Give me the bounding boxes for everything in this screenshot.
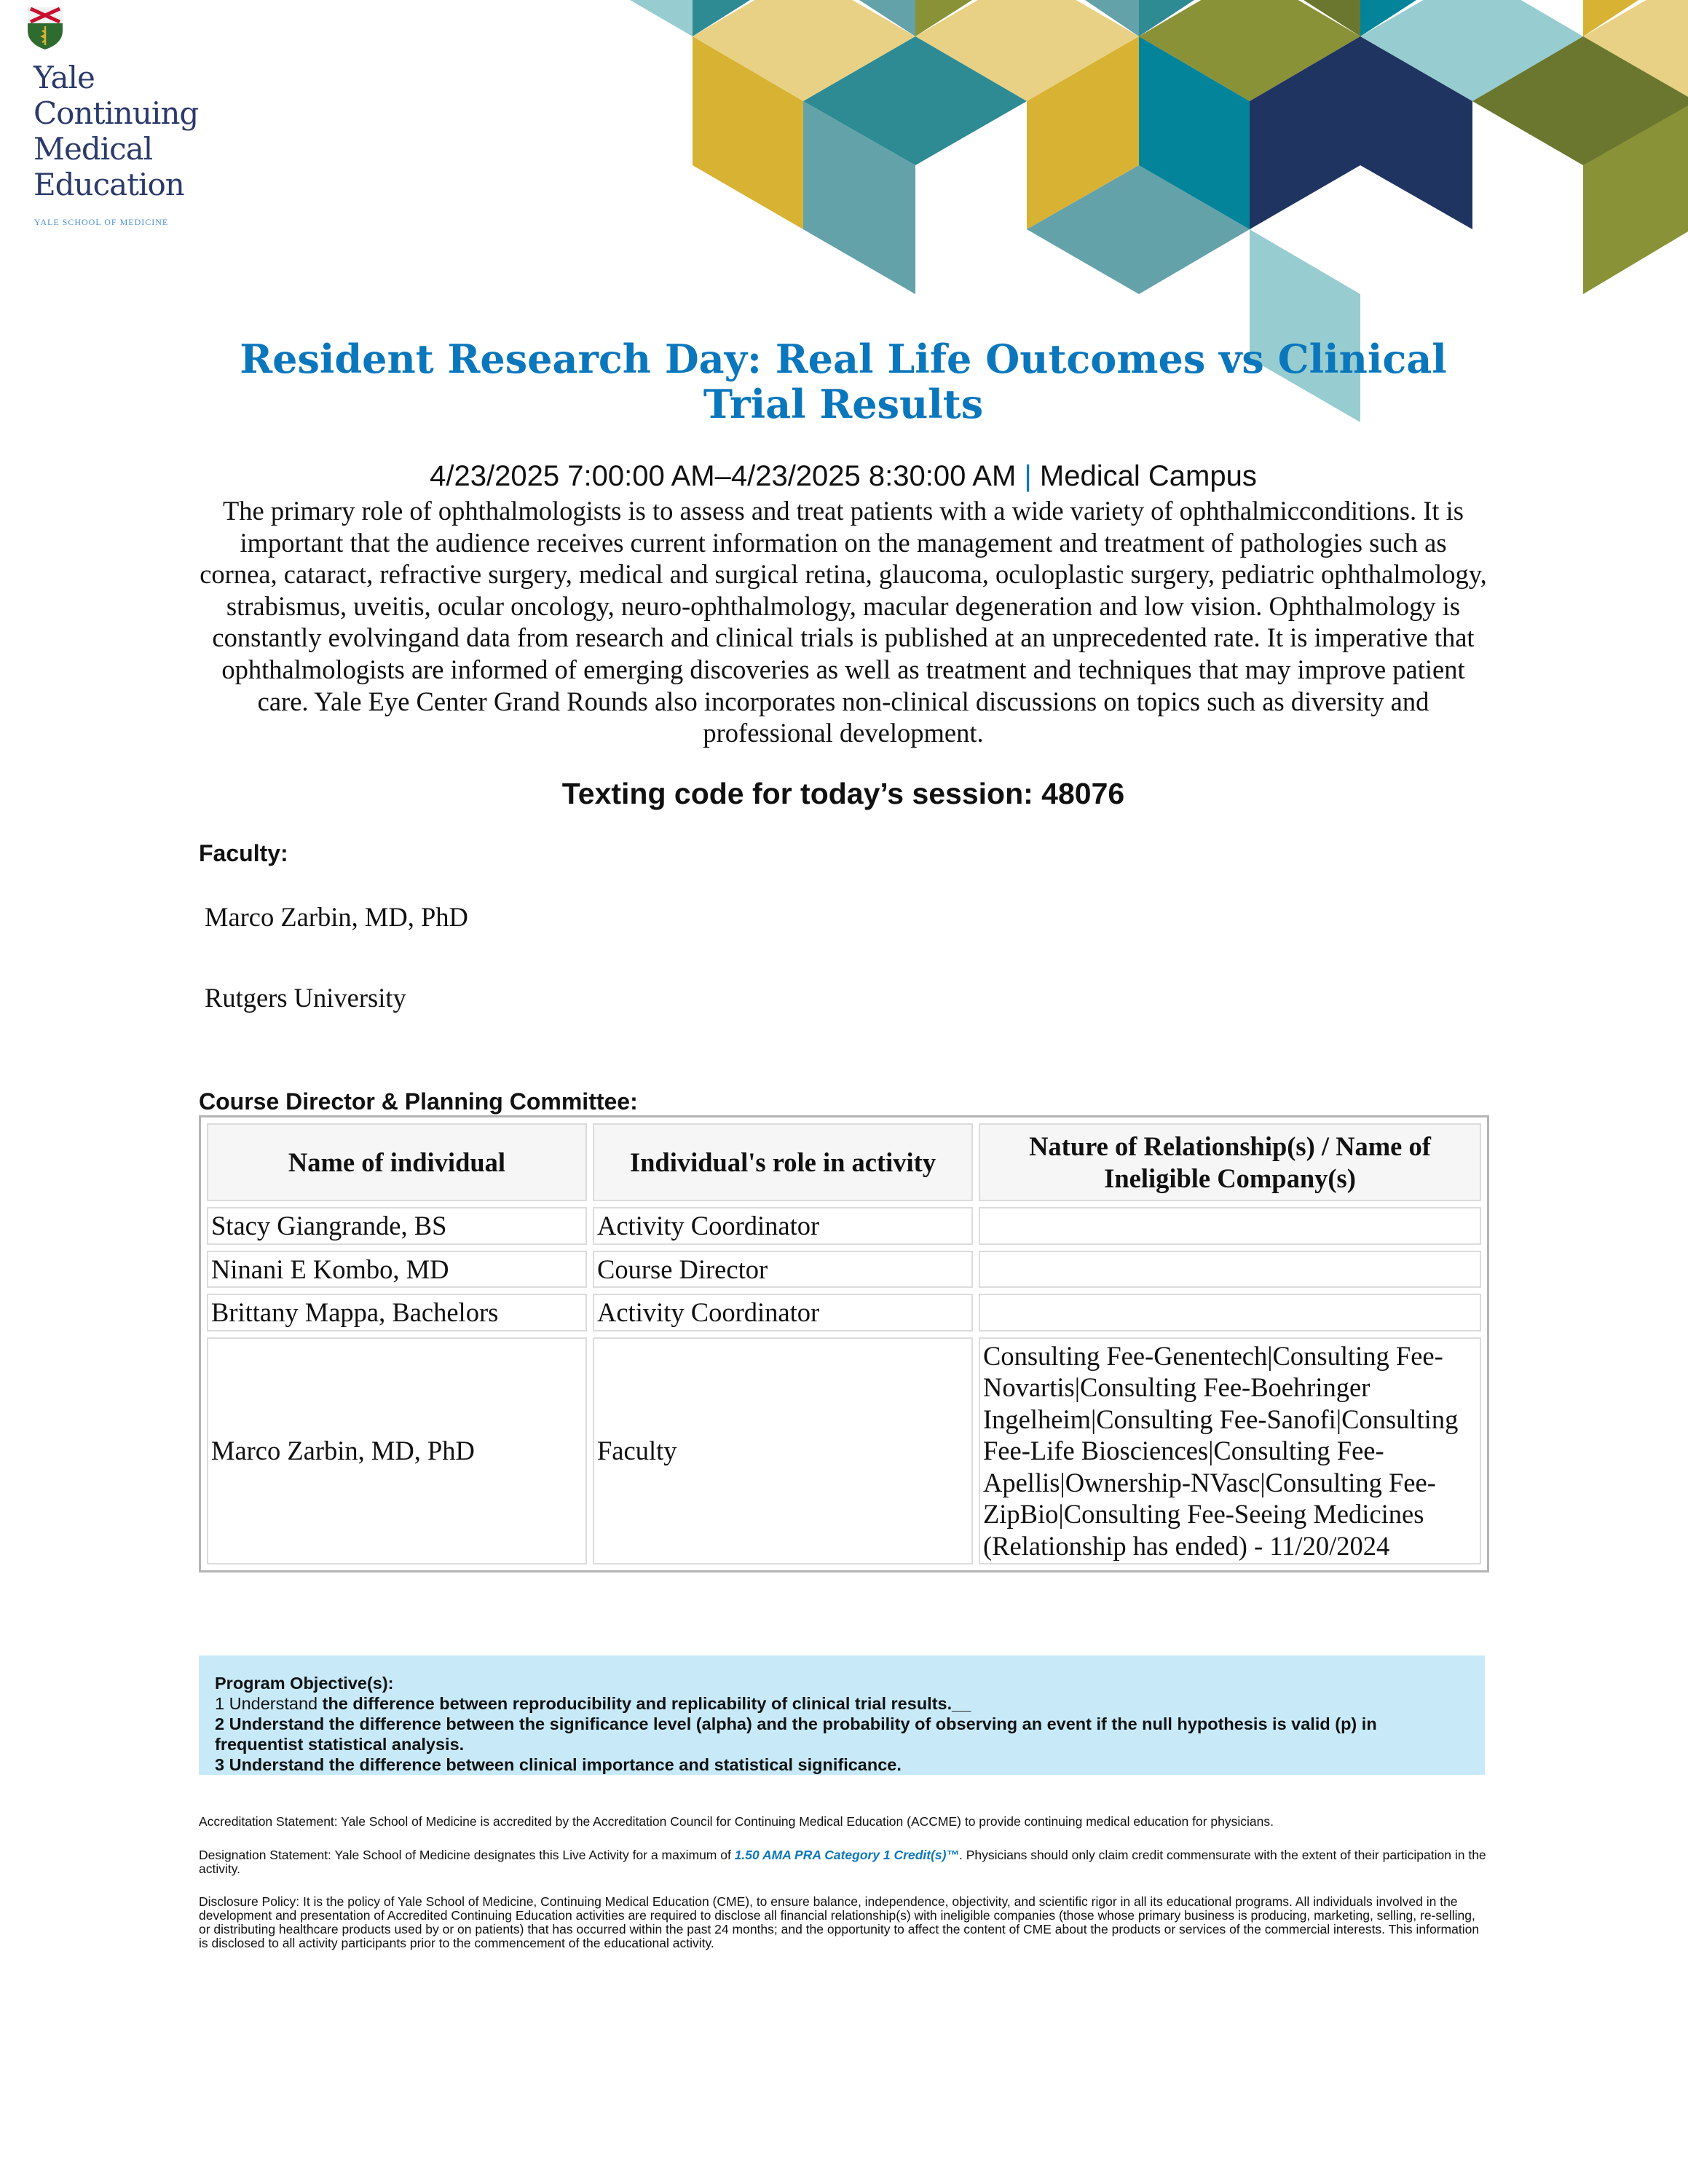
objective-item <box>215 1693 1469 1714</box>
designation-statement <box>199 1848 1489 1876</box>
program-objectives <box>199 1655 1485 1775</box>
committee-table <box>199 1115 1489 1572</box>
column-header: Name of individual <box>207 1123 587 1201</box>
faculty-label: Faculty: <box>199 840 288 866</box>
table-header-row <box>207 1123 1481 1201</box>
cell-role: Activity Coordinator <box>593 1294 973 1332</box>
cell-role: Faculty <box>593 1337 973 1565</box>
event-description: The primary role of ophthalmologists is to assess and treat patients with a wide variety of ophthalmicconditions. It is important that the audience receives current information on the management and treatment of pathologies such as cornea, cataract, refractive surgery, medical and surgical retina, glaucoma, oculoplastic surgery, pediatric ophthalmology, strabismus, uveitis, ocular oncology, neuro-ophthalmology, macular degeneration and low vision. Ophthalmology is constantly evolvingand data from research and clinical trials is published at an unprecedented rate. It is imperative that ophthalmologists are informed of emerging discoveries as well as treatment and techniques that may improve patient care. Yale Eye Center Grand Rounds also incorporates non-clinical discussions on topics such as diversity and professional development. <box>200 496 1487 748</box>
separator: | <box>1024 460 1032 492</box>
column-header: Nature of Relationship(s) / Name of Ineligible Company(s) <box>979 1123 1481 1201</box>
objective-item: 2 Understand the difference between the significance level (alpha) and the probability of observing an event if the null hypothesis is valid (p) in frequentist statistical analysis. <box>215 1714 1377 1754</box>
objective-text: the difference between reproducibility and replicability of clinical trial results.__ <box>322 1694 971 1713</box>
cell-relationship <box>979 1294 1481 1332</box>
cell-name: Stacy Giangrande, BS <box>207 1207 587 1245</box>
committee-label: Course Director & Planning Committee: <box>199 1088 638 1115</box>
texting-code: Texting code for today’s session: 48076 <box>561 777 1125 810</box>
cell-name: Marco Zarbin, MD, PhD <box>207 1337 587 1565</box>
credit-amount: 1.50 AMA PRA Category 1 Credit(s)™ <box>734 1848 959 1862</box>
event-title: Resident Research Day: Real Life Outcomes vs Clinical Trial Results <box>240 336 1447 427</box>
cell-name: Brittany Mappa, Bachelors <box>207 1294 587 1332</box>
event-datetime: 4/23/2025 7:00:00 AM–4/23/2025 8:30:00 AM <box>430 460 1017 492</box>
logo-line: Yale <box>33 60 95 95</box>
accreditation-statement: Accreditation Statement: Yale School of Medicine is accredited by the Accreditation Council for Continuing Medical Education (ACCME) to provide continuing medical education for physicians. <box>199 1814 1274 1829</box>
column-header: Individual's role in activity <box>593 1123 973 1201</box>
table-row <box>207 1337 1481 1565</box>
logo-line: Continuing <box>33 95 199 131</box>
yale-shield-logo-icon <box>26 6 64 51</box>
event-dateline <box>199 460 1488 493</box>
cell-role: Activity Coordinator <box>593 1207 973 1245</box>
objectives-label: Program Objective(s): <box>215 1674 394 1693</box>
disclosure-policy: Disclosure Policy: It is the policy of Yale School of Medicine, Continuing Medical Education (CME), to ensure balance, independence, objectivity, and scientific rigor in all its educational programs. All individuals involved in the development and presentation of Accredited Continuing Education activities are required to disclose all financial relationship(s) with ineligible companies (those whose primary business is producing, marketing, selling, re-selling, or distributing healthcare products used by or on patients) that has occurred within the past 24 months; and the opportunity to affect the content of CME about the products or services of the commercial interests. This information is disclosed to all activity participants prior to the commencement of the educational activity. <box>199 1894 1480 1950</box>
designation-text: . Physicians should only claim credit commensurate with the extent of their participation in the activity. <box>199 1848 1486 1876</box>
objective-item: 3 Understand the difference between clinical importance and statistical significance. <box>215 1755 902 1774</box>
faculty-name: Marco Zarbin, MD, PhD <box>205 902 468 932</box>
logo-wordmark <box>33 60 198 202</box>
logo-line: Education <box>33 167 184 202</box>
cell-relationship: Consulting Fee-Genentech|Consulting Fee-Novartis|Consulting Fee-Boehringer Ingelheim|Consulting Fee-Sanofi|Consulting Fee-Life Biosciences|Consulting Fee-Apellis|Ownership-NVasc|Consulting Fee-ZipBio|Consulting Fee-Seeing Medicines (Relationship has ended) - 11/20/2024 <box>979 1337 1481 1565</box>
logo-subtitle: YALE SCHOOL OF MEDICINE <box>34 217 169 227</box>
objective-prefix: 1 Understand <box>215 1694 323 1713</box>
table-row <box>207 1294 1481 1332</box>
cell-name: Ninani E Kombo, MD <box>207 1251 587 1289</box>
table-row <box>207 1251 1481 1289</box>
designation-text: Designation Statement: Yale School of Medicine designates this Live Activity for a maximum of <box>199 1848 735 1862</box>
cell-relationship <box>979 1207 1481 1245</box>
event-location: Medical Campus <box>1039 460 1257 492</box>
cell-role: Course Director <box>593 1251 973 1289</box>
faculty-affiliation: Rutgers University <box>205 983 406 1013</box>
table-row <box>207 1207 1481 1245</box>
cell-relationship <box>979 1251 1481 1289</box>
logo-line: Medical <box>33 131 153 167</box>
